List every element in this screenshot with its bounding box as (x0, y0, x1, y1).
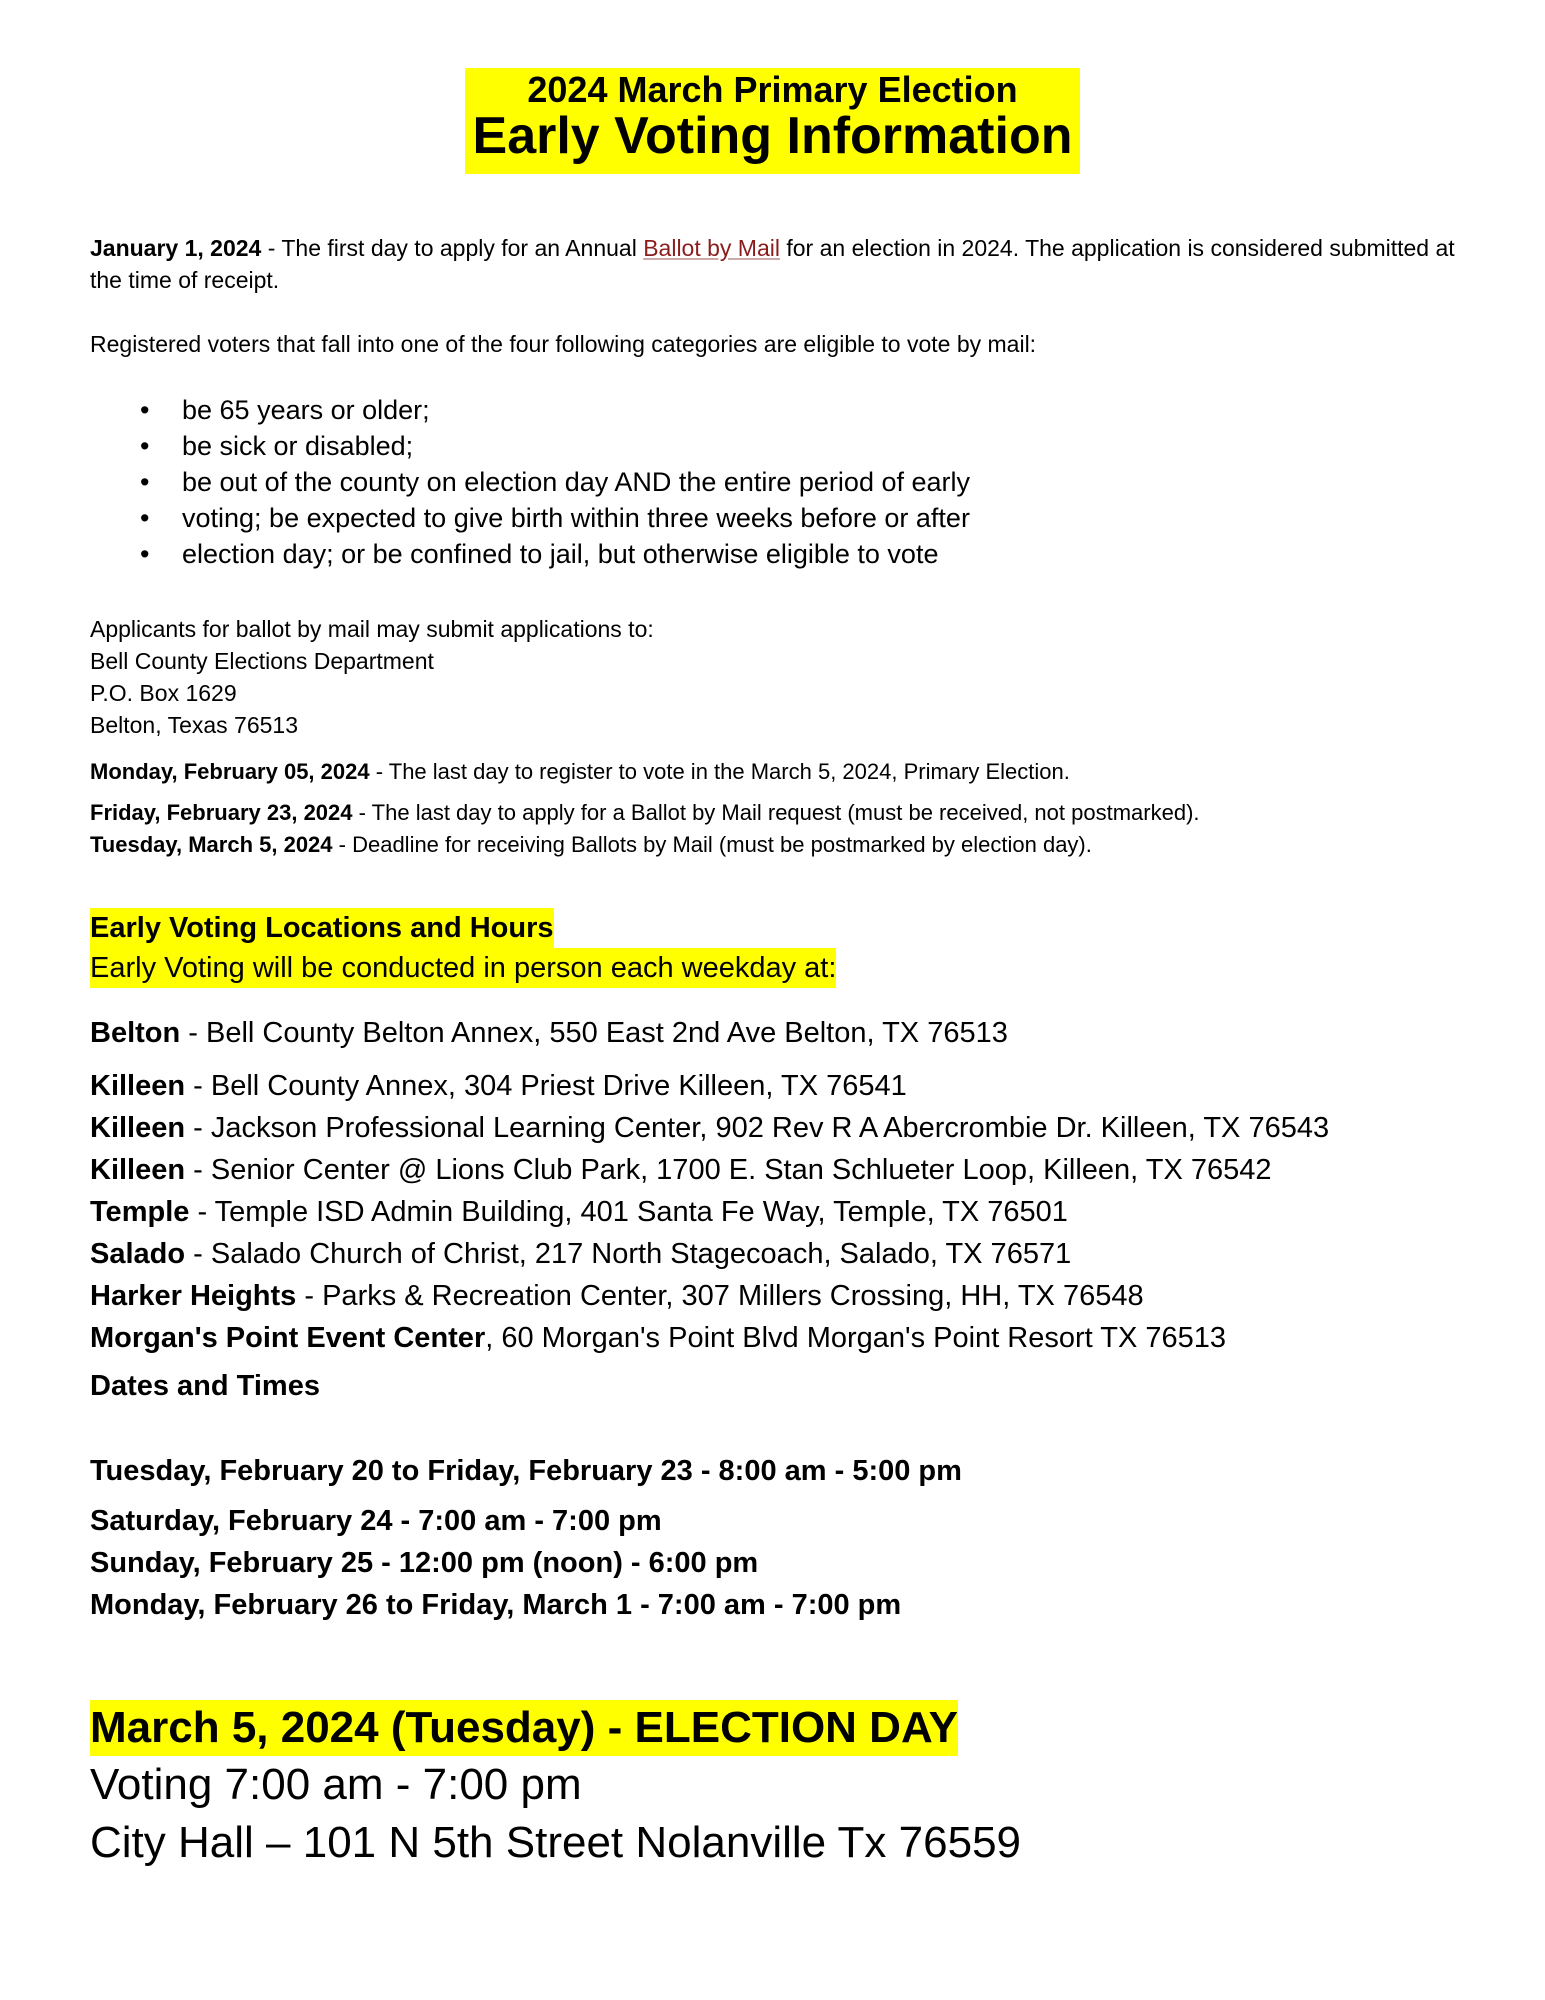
list-item: Saturday, February 24 - 7:00 am - 7:00 pm (90, 1505, 662, 1537)
eligibility-list (140, 392, 970, 572)
section-subheading: Early Voting will be conducted in person each weekday at: (90, 948, 836, 988)
title-line-1: 2024 March Primary Election (527, 69, 1018, 110)
location-belton: Belton - Bell County Belton Annex, 550 East 2nd Ave Belton, TX 76513 (90, 1017, 1008, 1049)
eligibility-text: Registered voters that fall into one of the four following categories are eligible to vote by mail: (90, 331, 1037, 357)
time-slots (90, 1500, 1485, 1626)
list-item: Killeen - Bell County Annex, 304 Priest Drive Killeen, TX 76541 (90, 1070, 907, 1102)
title-block (0, 68, 1545, 174)
bullet-icon: • (140, 503, 150, 533)
election-day-heading: March 5, 2024 (Tuesday) - ELECTION DAY (90, 1700, 958, 1756)
dates-heading: Dates and Times (90, 1370, 320, 1402)
page-title: Early Voting Information (472, 107, 1073, 165)
deadline-2: Friday, February 23, 2024 - The last day to apply for a Ballot by Mail request (must be received, not postmarked). (90, 800, 1200, 825)
address-intro: Applicants for ballot by mail may submit applications to: (90, 616, 654, 642)
intro-text-2: for an election in 2024. The application is considered submitted at the time of receipt. (90, 235, 1455, 293)
list-item: Killeen - Jackson Professional Learning Center, 902 Rev R A Abercrombie Dr. Killeen, TX 76543 (90, 1112, 1330, 1144)
time-slot-1: Tuesday, February 20 to Friday, February 23 - 8:00 am - 5:00 pm (90, 1455, 962, 1487)
election-day-location: City Hall – 101 N 5th Street Nolanville Tx 76559 (90, 1818, 1022, 1867)
section-heading: Early Voting Locations and Hours (90, 908, 554, 948)
location-list (90, 1065, 1485, 1359)
list-item: Salado - Salado Church of Christ, 217 North Stagecoach, Salado, TX 76571 (90, 1238, 1072, 1270)
mailing-address (90, 613, 1485, 741)
intro-text-1: - The first day to apply for an Annual (261, 235, 644, 261)
bullet-icon: • (140, 467, 150, 497)
list-item: • election day; or be confined to jail, but otherwise eligible to vote (140, 536, 970, 572)
election-day-hours: Voting 7:00 am - 7:00 pm (90, 1760, 582, 1809)
list-item: Temple - Temple ISD Admin Building, 401 Santa Fe Way, Temple, TX 76501 (90, 1196, 1068, 1228)
list-item: Harker Heights - Parks & Recreation Center, 307 Millers Crossing, HH, TX 76548 (90, 1280, 1144, 1312)
address-line: Bell County Elections Department (90, 648, 434, 674)
list-item: • be 65 years or older; (140, 392, 970, 428)
bullet-icon: • (140, 539, 150, 569)
list-item: • be out of the county on election day AND the entire period of early (140, 464, 970, 500)
ballot-by-mail-link[interactable]: Ballot by Mail (643, 235, 780, 261)
address-line: P.O. Box 1629 (90, 680, 237, 706)
intro-date: January 1, 2024 (90, 235, 262, 261)
list-item: Monday, February 26 to Friday, March 1 - 7:00 am - 7:00 pm (90, 1589, 902, 1621)
election-day-section (90, 1700, 1485, 1872)
address-line: Belton, Texas 76513 (90, 712, 299, 738)
bullet-icon: • (140, 395, 150, 425)
early-voting-section (90, 908, 1485, 988)
deadline-1: Monday, February 05, 2024 - The last day to register to vote in the March 5, 2024, Primary Election. (90, 759, 1070, 784)
list-item: • be sick or disabled; (140, 428, 970, 464)
list-item: • voting; be expected to give birth within three weeks before or after (140, 500, 970, 536)
list-item: Killeen - Senior Center @ Lions Club Park, 1700 E. Stan Schlueter Loop, Killeen, TX 76542 (90, 1154, 1272, 1186)
intro-paragraph (90, 232, 1485, 296)
list-item: Morgan's Point Event Center, 60 Morgan's Point Blvd Morgan's Point Resort TX 76513 (90, 1322, 1227, 1354)
bullet-icon: • (140, 431, 150, 461)
list-item: Sunday, February 25 - 12:00 pm (noon) - 6:00 pm (90, 1547, 759, 1579)
deadline-3: Tuesday, March 5, 2024 - Deadline for receiving Ballots by Mail (must be postmarked by election day). (90, 832, 1092, 857)
title-highlight (465, 68, 1081, 174)
